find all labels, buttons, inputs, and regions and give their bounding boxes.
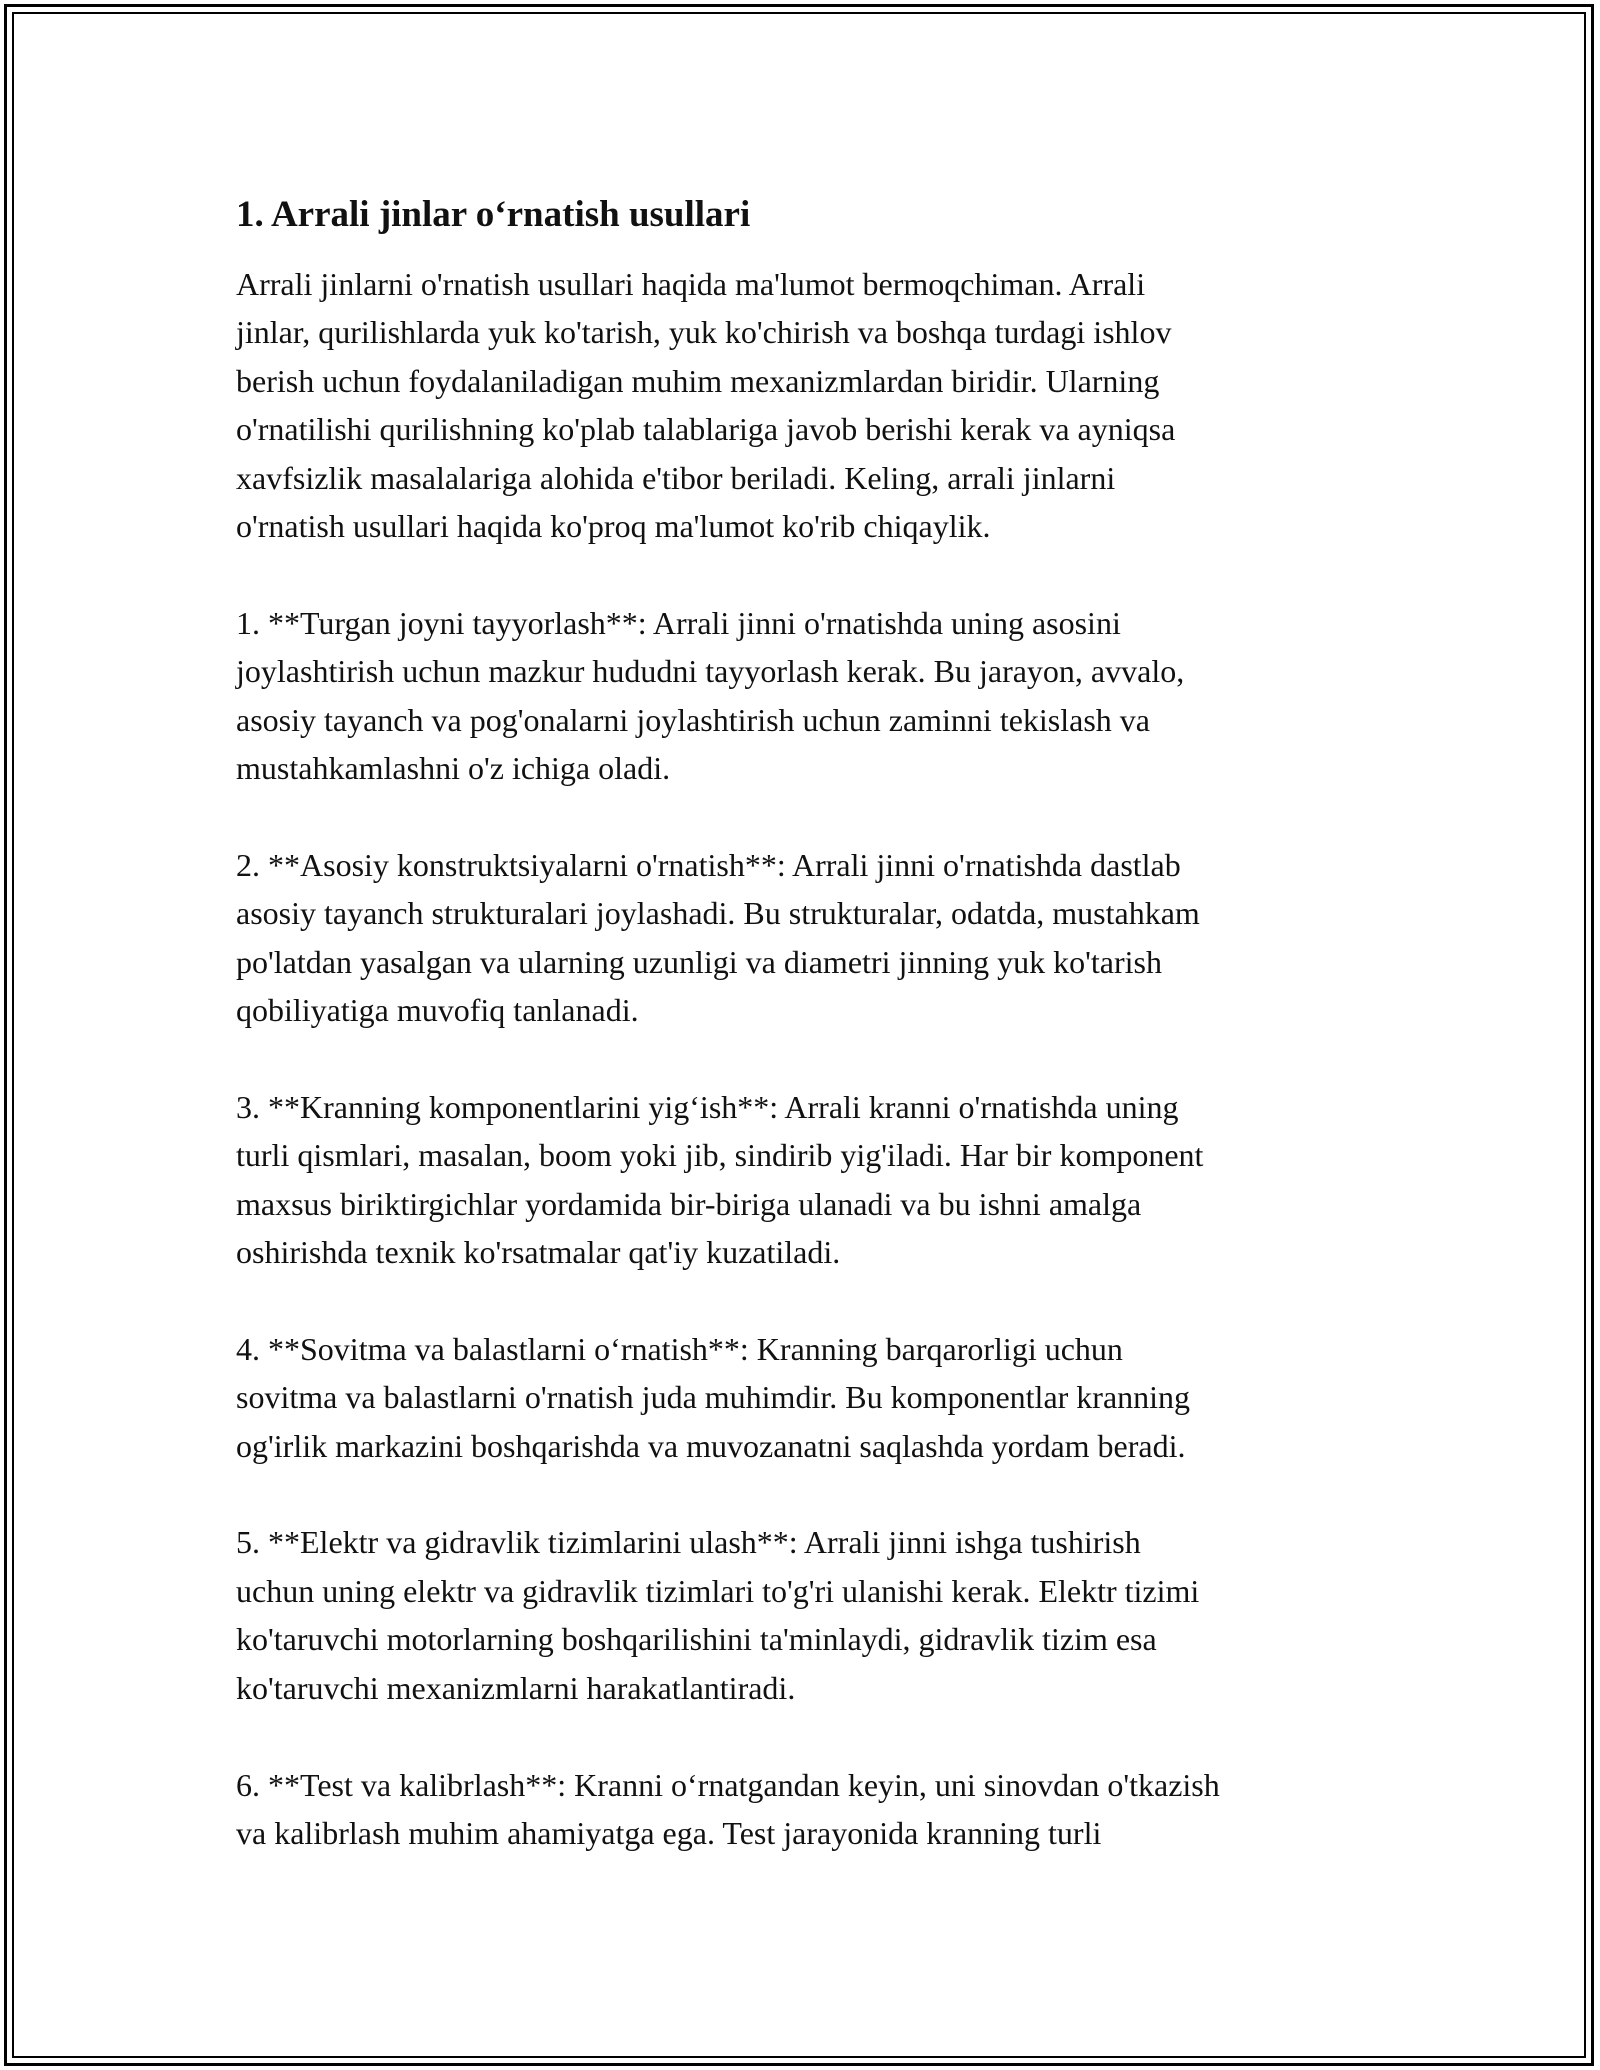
list-item-5: 5. **Elektr va gidravlik tizimlarini ulash**: Arrali jinni ishga tushirish uchun uning elektr va gidravlik tizimlari to'g'ri ulanishi kerak. Elektr tizimi ko'taruvchi motorlarning boshqarilishini ta'minlaydi, gidravlik tizim esa ko'taruvchi mexanizmlarni harakatlantiradi.: [236, 1524, 1200, 1706]
list-item-4: 4. **Sovitma va balastlarni o‘rnatish**: Kranning barqarorligi uchun sovitma va balastlarni o'rnatish juda muhimdir. Bu komponentlar kranning og'irlik markazini boshqarishda va muvozanatni saqlashda yordam beradi.: [236, 1330, 1191, 1464]
document-title: 1. Arrali jinlar o‘rnatish usullari: [236, 194, 751, 235]
intro-paragraph: Arrali jinlarni o'rnatish usullari haqida ma'lumot bermoqchiman. Arrali jinlar, qurilishlarda yuk ko'tarish, yuk ko'chirish va boshqa turdagi ishlov berish uchun foydalaniladigan muhim mexanizmlardan biridir. Ularning o'rnatilishi qurilishning ko'plab talablariga javob berishi kerak va ayniqsa xavfsizlik masalalariga alohida e'tibor beriladi. Keling, arrali jinlarni o'rnatish usullari haqida ko'proq ma'lumot ko'rib chiqaylik.: [236, 266, 1176, 545]
list-item-6: 6. **Test va kalibrlash**: Kranni o‘rnatgandan keyin, uni sinovdan o'tkazish va kalibrlash muhim ahamiyatga ega. Test jarayonida kranning turli: [236, 1766, 1220, 1851]
list-item-3: 3. **Kranning komponentlarini yig‘ish**: Arrali kranni o'rnatishda uning turli qismlari, masalan, boom yoki jib, sindirib yig'iladi. Har bir komponent maxsus biriktirgichlar yordamida bir-biriga ulanadi va bu ishni amalga oshirishda texnik ko'rsatmalar qat'iy kuzatiladi.: [236, 1088, 1204, 1271]
list-item-1: 1. **Turgan joyni tayyorlash**: Arrali jinni o'rnatishda uning asosini joylashtirish uchun mazkur hududni tayyorlash kerak. Bu jarayon, avvalo, asosiy tayanch va pog'onalarni joylashtirish uchun zaminni tekislash va mustahkamlashni o'z ichiga oladi.: [236, 604, 1185, 787]
document-body: [236, 186, 1371, 1857]
list-item-2: 2. **Asosiy konstruktsiyalarni o'rnatish**: Arrali jinni o'rnatishda dastlab asosiy tayanch strukturalari joylashadi. Bu strukturalar, odatda, mustahkam po'latdan yasalgan va ularning uzunligi va diametri jinning yuk ko'tarish qobiliyatiga muvofiq tanlanadi.: [236, 846, 1200, 1029]
